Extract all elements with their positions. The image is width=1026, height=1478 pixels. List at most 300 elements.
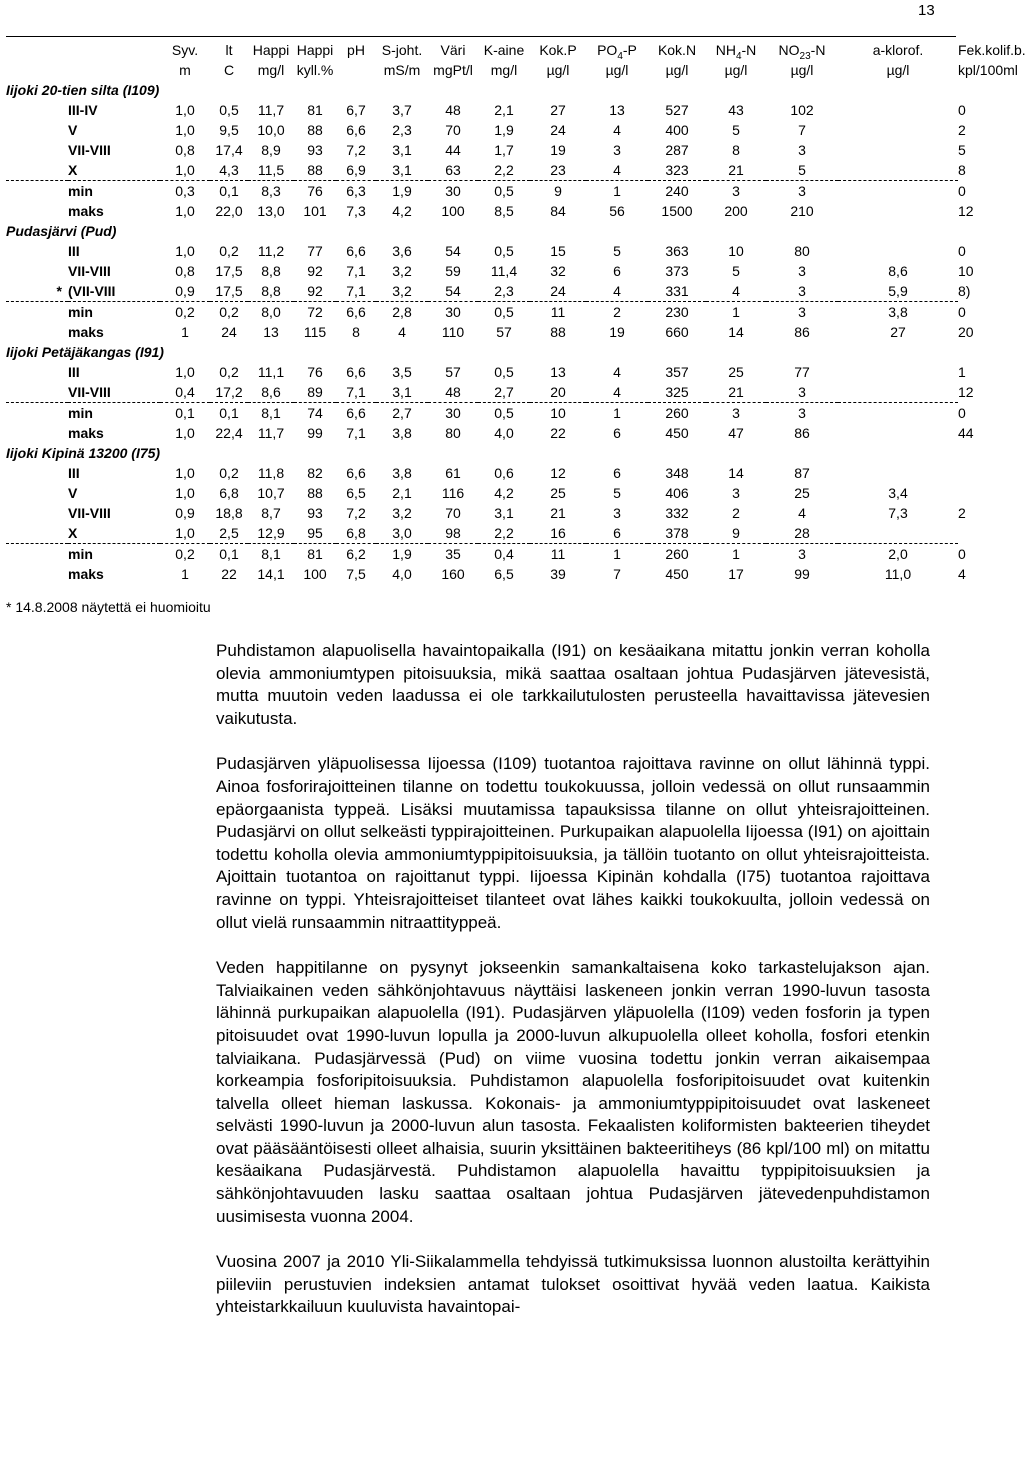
table-cell: 7,2 (346, 142, 366, 158)
row-marker (6, 544, 68, 565)
header-spacer (6, 40, 68, 60)
table-cell: 14 (728, 465, 744, 481)
table-cell: 5 (732, 263, 740, 279)
column-header: a-klorof. (872, 42, 924, 58)
paragraph-3: Veden happitilanne on pysynyt jokseenkin samankaltaisena koko tarkastelujakson ajan. Talviaikainen veden sähkönjohtavuus näyttäisi laskeneen jonkin verran 1990-luvun tasosta lähinnä purkupaikan alapuolella (I91). Pudasjärven yläpuolella (I109) veden fosforin ja typen pitoisuudet ovat 1990-luvun lopulla ja 2000-luvun alkupuolella olleet koholla, fosfori etenkin talviaikana. Pudasjärvessä (Pud) on viime vuosina todettu jonkin verran aikaisempaa korkeampia fosforipitoisuuksia. Puhdistamon alapuolella fosforipitoisuudet ovat kuitenkin talvella olleet hieman laskussa. Kokonais- ja ammoniumtyppipitoisuudet ovat laskeneet selvästi 1990-luvun ja 2000-luvun alun tasosta. Fekaalisten koliformisten bakteerien tiheydet ovat pääsääntöisesti olleet alhaisia, suurin yksittäinen bakteeritiheys (86 kpl/100 ml) on mitattu kesäaikana Pudasjärvestä. Puhdistamon alapuolella havaittu typpipitoisuuksien ja sähkönjohtavuuden lasku saattaa osaltaan johtua Pudasjärven jätevedenpuhdistamon uusimisesta vuonna 2004. (216, 958, 930, 1226)
site-row (6, 342, 958, 362)
column-header: kyll.% (296, 62, 334, 78)
table-cell: 1500 (661, 203, 693, 219)
header-row1: Syv. lt Happi Happi pH S-joht. Väri K-aine Kok.P $PO_4-P$ Kok.N $NH_4-N$ $NO_{23}-N$ a-klorof. Fek.kolif.b. (6, 40, 958, 60)
table-cell: 3 (613, 142, 621, 158)
table-cell: 24 (550, 122, 566, 138)
page-number: 13 (918, 2, 935, 19)
row-marker (6, 140, 68, 160)
table-cell: 3,8 (392, 465, 412, 481)
table-cell: 0,1 (219, 405, 239, 421)
table-cell: 6,3 (346, 183, 366, 199)
table-cell: 6,6 (346, 304, 366, 320)
column-header: lt (225, 42, 233, 58)
header-text: -P (622, 42, 637, 58)
table-cell: 76 (307, 364, 323, 380)
table-cell: 70 (445, 122, 461, 138)
table-cell: 200 (724, 203, 748, 219)
row-marker (6, 322, 68, 342)
table-cell: 74 (307, 405, 323, 421)
row-marker (6, 523, 68, 544)
table-cell: 287 (665, 142, 689, 158)
table-cell: 80 (445, 425, 461, 441)
table-cell: 0,9 (175, 505, 195, 521)
site-name: Iijoki 20-tien silta (I109) (6, 82, 160, 98)
table-cell: 10 (728, 243, 744, 259)
column-header: µg/l (790, 62, 814, 78)
table-cell: 2,3 (478, 281, 530, 302)
table-row: V 1,0 9,5 10,0 88 6,6 2,3 70 1,9 24 4 400 5 7 2 (6, 120, 958, 140)
column-header: K-aine (483, 42, 525, 58)
table-cell: 4 (613, 364, 621, 380)
table-cell: 0,5 (494, 405, 514, 421)
table-cell: 11,1 (257, 364, 285, 380)
table-cell: 7,5 (346, 566, 366, 582)
table-cell: 48 (428, 382, 478, 403)
column-header: Kok.N (657, 42, 697, 58)
table-cell (838, 120, 958, 140)
table-cell: 2,2 (478, 523, 530, 544)
table-cell: 0,6 (494, 465, 514, 481)
table-cell: 2,2 (478, 160, 530, 181)
table-cell: 95 (294, 523, 336, 544)
column-header: Syv. (171, 42, 199, 58)
table-cell: 0,2 (219, 243, 239, 259)
column-header: µg/l (665, 62, 689, 78)
table-cell: 240 (665, 183, 689, 199)
footnote: * 14.8.2008 näytettä ei huomioitu (6, 599, 211, 615)
table-cell: 3,8 (888, 304, 908, 320)
row-label: V (68, 485, 78, 501)
table-cell: 27 (890, 324, 906, 340)
table-cell: 4,2 (494, 485, 514, 501)
row-marker (6, 181, 68, 202)
header-spacer (68, 40, 160, 60)
table-cell: 7,1 (346, 263, 366, 279)
table-cell: 8,7 (261, 505, 281, 521)
table-cell: 6,2 (346, 546, 366, 562)
table-cell: 22,4 (215, 425, 243, 441)
table-cell: 8 (732, 142, 740, 158)
table-cell: 88 (307, 485, 323, 501)
row-marker (6, 201, 68, 221)
table-cell: 10 (550, 405, 566, 421)
body-text (216, 640, 930, 1342)
table-row: VII-VIII 0,8 17,5 8,8 92 7,1 3,2 59 11,4 32 6 373 5 3 8,6 10 (6, 261, 958, 281)
table-cell: 6,7 (346, 102, 366, 118)
table-cell: 17,5 (210, 281, 248, 302)
table-cell: 3 (798, 304, 806, 320)
row-label: III (68, 243, 80, 259)
table-cell (838, 160, 958, 181)
table-cell: 3 (798, 183, 806, 199)
table-cell: 59 (445, 263, 461, 279)
row-label: III (68, 364, 80, 380)
table-cell: 4 (586, 281, 648, 302)
table-cell: 6,6 (346, 465, 366, 481)
row-label: VII-VIII (68, 142, 111, 158)
table-cell: 4 (798, 505, 806, 521)
table-cell: 22 (221, 566, 237, 582)
table-cell: 115 (303, 324, 327, 340)
header-subscript: 4 (617, 50, 623, 62)
table-cell: 16 (530, 523, 586, 544)
table-cell: 0,1 (219, 183, 239, 199)
table-cell: 3,2 (392, 505, 412, 521)
table-cell: 3 (766, 382, 838, 403)
table-cell: 89 (294, 382, 336, 403)
table-cell: 1 (732, 304, 740, 320)
table-cell (838, 382, 958, 403)
table-cell: 3 (798, 546, 806, 562)
table-cell: 19 (609, 324, 625, 340)
table-cell: 93 (307, 505, 323, 521)
water-quality-table (6, 40, 1026, 584)
table-row: III-IV 1,0 0,5 11,7 81 6,7 3,7 48 2,1 27 13 527 43 102 0 (6, 100, 958, 120)
column-header: mS/m (383, 62, 421, 78)
table-cell (838, 423, 958, 443)
table-cell (838, 181, 958, 202)
table-cell: 1,0 (175, 122, 195, 138)
table-cell: 98 (428, 523, 478, 544)
column-header: m (179, 62, 191, 78)
table-cell: 6,5 (494, 566, 514, 582)
table-cell: 260 (665, 546, 689, 562)
table-cell: 373 (665, 263, 689, 279)
table-cell: 7 (798, 122, 806, 138)
table-cell: 4,2 (392, 203, 412, 219)
table-row: * (VII-VIII 0,9 17,5 8,8 92 7,1 3,2 54 2,3 24 4 331 4 3 5,9 8) (6, 281, 958, 302)
table-cell: 39 (550, 566, 566, 582)
table-cell: 450 (665, 425, 689, 441)
table-cell: 1 (613, 546, 621, 562)
table-cell: 80 (794, 243, 810, 259)
table-cell: 1 (613, 405, 621, 421)
table-cell: 0,5 (494, 364, 514, 380)
table-cell: 48 (445, 102, 461, 118)
table-cell: 2,3 (392, 122, 412, 138)
table-cell: 17,5 (215, 263, 243, 279)
column-header: Väri (440, 42, 466, 58)
table-cell: 13 (609, 102, 625, 118)
table-row: maks 1 22 14,1 100 7,5 4,0 160 6,5 39 7 450 17 99 11,0 4 (6, 564, 958, 584)
table-cell: 13 (550, 364, 566, 380)
table-cell: 2,8 (392, 304, 412, 320)
row-marker (6, 302, 68, 323)
table-cell: 5 (766, 160, 838, 181)
table-cell: 3 (732, 183, 740, 199)
column-header: S-joht. (381, 42, 423, 58)
table-cell: 6,8 (219, 485, 239, 501)
column-header: C (223, 62, 235, 78)
table-cell: 22 (550, 425, 566, 441)
table-cell: 331 (648, 281, 706, 302)
table-cell: 3,6 (392, 243, 412, 259)
table-cell: 1 (732, 546, 740, 562)
column-header: pH (347, 42, 365, 58)
table-cell: 3,4 (888, 485, 908, 501)
table-cell: 82 (307, 465, 323, 481)
site-name: Iijoki Petäjäkangas (I91) (6, 344, 164, 360)
table-cell: 8 (352, 324, 360, 340)
row-label: min (68, 183, 93, 199)
table-cell: 110 (441, 324, 465, 340)
table-cell: 12,9 (248, 523, 294, 544)
table-cell: 44 (445, 142, 461, 158)
table-cell: 0,5 (494, 243, 514, 259)
table-cell: 57 (496, 324, 512, 340)
table-cell: 30 (445, 183, 461, 199)
table-top-rule (6, 36, 956, 37)
table-cell: 24 (530, 281, 586, 302)
row-label: VII-VIII (68, 263, 111, 279)
table-cell: 21 (706, 382, 766, 403)
column-header: µg/l (546, 62, 570, 78)
table-cell: 325 (648, 382, 706, 403)
table-cell: 5 (732, 122, 740, 138)
table-cell: 25 (794, 485, 810, 501)
table-cell: 6,6 (346, 405, 366, 421)
table-cell (838, 100, 958, 120)
column-header: µg/l (605, 62, 629, 78)
table-cell: 363 (665, 243, 689, 259)
paragraph-4: Vuosina 2007 ja 2010 Yli-Siikalammella tehdyissä tutkimuksissa luonnon alustoilta kerättyihin piileviin perustuvien indeksien antamat tulokset osoittivat hyvää veden laatua. Kaikista yhteistarkkailuun kuuluvista havaintopai- (216, 1252, 930, 1317)
table-cell: 3 (766, 281, 838, 302)
table-cell: 5 (613, 243, 621, 259)
table-cell: 378 (648, 523, 706, 544)
header-subscript: 23 (799, 50, 811, 62)
table-cell: 70 (445, 505, 461, 521)
table-cell: 84 (550, 203, 566, 219)
table-cell: 81 (307, 546, 323, 562)
table-cell: 14 (728, 324, 744, 340)
row-marker (6, 382, 68, 403)
table-cell: 54 (428, 281, 478, 302)
table-cell: 3,5 (392, 364, 412, 380)
table-cell: 7,1 (336, 382, 376, 403)
table-cell: 210 (790, 203, 814, 219)
site-row (6, 443, 958, 463)
table-cell: 100 (303, 566, 327, 582)
table-cell: 6 (613, 263, 621, 279)
table-cell: 4,3 (210, 160, 248, 181)
table-cell: 0,3 (175, 183, 195, 199)
paragraph-2: Pudasjärven yläpuolisessa Iijoessa (I109) tuotantoa rajoittava ravinne on ollut lähinnä typpi. Ainoa fosforirajoitteinen tilanne on todettu toukokuussa, jolloin vedessä on ollut runsaammin epäorgaanista typpeä. Lisäksi muutamissa tapauksissa tilanne on ollut yhteisrajoitteinen. Pudasjärvi on ollut selkeästi typpirajoitteinen. Purkupaikan alapuolella Iijoessa (I91) on ajoittain todettu koholla olevia ammoniumtyppipitoisuuksia, ja tällöin tuotanto on ollut yhteisrajoitteista. Ajoittain tuotantoa on rajoittanut typpi. Iijoessa Kipinän kohdalla (I75) tuotantoa rajoittava ravinne on typpi. Yhteisrajoitteiset tilanteet ovat lähes kaikki toukokuulta, jolloin vedessä on ollut vielä runsaammin nitraattityppeä. (216, 754, 930, 932)
table-cell: 2 (613, 304, 621, 320)
column-header: mgPt/l (433, 62, 473, 78)
table-cell: 2,5 (210, 523, 248, 544)
table-row: VII-VIII 0,9 18,8 8,7 93 7,2 3,2 70 3,1 21 3 332 2 4 7,3 2 (6, 503, 958, 523)
table-cell: 2,7 (392, 405, 412, 421)
table-cell: 1 (613, 183, 621, 199)
site-name: Iijoki Kipinä 13200 (I75) (6, 445, 161, 461)
table-row: X 1,0 4,3 11,5 88 6,9 3,1 63 2,2 23 4 323 21 5 8 (6, 160, 958, 181)
row-marker: * (6, 281, 68, 302)
table-cell: 32 (550, 263, 566, 279)
table-cell: 8,6 (888, 263, 908, 279)
table-cell: 9 (554, 183, 562, 199)
table-cell: 7,3 (888, 505, 908, 521)
table-cell: 0,2 (175, 546, 195, 562)
table-cell: 99 (307, 425, 323, 441)
table-cell: 6 (586, 523, 648, 544)
table-cell: 6 (613, 465, 621, 481)
table-row: min 0,3 0,1 8,3 76 6,3 1,9 30 0,5 9 1 240 3 3 0 (6, 181, 958, 202)
table-cell: 27 (550, 102, 566, 118)
row-label: X (68, 523, 160, 544)
row-marker (6, 403, 68, 424)
table-cell: 8,1 (261, 546, 281, 562)
table-cell: 3 (613, 505, 621, 521)
table-cell: 3,7 (392, 102, 412, 118)
table-cell: 4 (706, 281, 766, 302)
paragraph-1: Puhdistamon alapuolisella havaintopaikalla (I91) on kesäaikana mitattu jonkin verran koholla olevia ammoniumtypen pitoisuuksia, mikä saattaa osaltaan johtua Pudasjärven jätevesistä, mutta muutoin veden laadussa ei ole tarkkailutulosten perusteella havaittavissa jätevesien vaikutusta. (216, 641, 930, 728)
row-marker (6, 120, 68, 140)
row-marker (6, 241, 68, 261)
table-cell: 21 (550, 505, 566, 521)
table-cell: 1,0 (175, 425, 195, 441)
table-cell: 18,8 (215, 505, 243, 521)
table-cell: 2,7 (478, 382, 530, 403)
row-label: III-IV (68, 102, 98, 118)
table-cell: 116 (441, 485, 465, 501)
table-cell: 22,0 (215, 203, 243, 219)
table-row: maks 1 24 13 115 8 4 110 57 88 19 660 14 86 27 20 (6, 322, 958, 342)
table-cell (838, 241, 958, 261)
table-cell: 11,7 (257, 102, 285, 118)
table-cell: 5,9 (838, 281, 958, 302)
table-cell: 230 (665, 304, 689, 320)
table-cell: 7,1 (346, 425, 366, 441)
table-cell: 100 (441, 203, 465, 219)
table-cell: 1 (181, 324, 189, 340)
table-cell: 13 (263, 324, 279, 340)
table-cell: 25 (550, 485, 566, 501)
table-cell: 1 (181, 566, 189, 582)
table-cell: 1,9 (392, 183, 412, 199)
table-cell: 2,1 (392, 485, 412, 501)
site-name: Pudasjärvi (Pud) (6, 223, 117, 239)
table-cell: 3,2 (392, 263, 412, 279)
table-cell: 3 (798, 263, 806, 279)
table-cell: 527 (665, 102, 689, 118)
table-cell: 6,9 (336, 160, 376, 181)
table-cell (838, 362, 958, 382)
table-cell: 6 (613, 425, 621, 441)
table-cell: 0,2 (175, 304, 195, 320)
table-cell: 28 (766, 523, 838, 544)
table-cell: 88 (294, 160, 336, 181)
table-cell: 5 (613, 485, 621, 501)
table-cell: 15 (550, 243, 566, 259)
row-label: III (68, 465, 80, 481)
table-row: III 1,0 0,2 11,2 77 6,6 3,6 54 0,5 15 5 363 10 80 0 (6, 241, 958, 261)
column-header (336, 60, 376, 80)
table-cell: 450 (665, 566, 689, 582)
column-header: Happi (296, 42, 334, 58)
table-cell: 3,1 (392, 142, 412, 158)
table-cell: 1,0 (160, 523, 210, 544)
row-marker (6, 463, 68, 483)
table-cell: 160 (441, 566, 465, 582)
table-cell: 4 (398, 324, 406, 340)
table-cell: 2 (732, 505, 740, 521)
table-cell: 8,1 (261, 405, 281, 421)
table-cell: 47 (728, 425, 744, 441)
table-row: min 0,2 0,2 8,0 72 6,6 2,8 30 0,5 11 2 230 1 3 3,8 0 (6, 302, 958, 323)
header-text: NH (715, 42, 736, 58)
table-cell (838, 403, 958, 424)
table-row: min 0,1 0,1 8,1 74 6,6 2,7 30 0,5 10 1 260 3 3 0 (6, 403, 958, 424)
table-cell (838, 523, 958, 544)
table-cell: 30 (445, 304, 461, 320)
table-cell: 348 (665, 465, 689, 481)
table-cell (838, 140, 958, 160)
table-cell: 8,8 (261, 263, 281, 279)
table-row (6, 523, 958, 544)
table-cell: 660 (665, 324, 689, 340)
table-cell: 406 (665, 485, 689, 501)
table-row: VII-VIII 0,8 17,4 8,9 93 7,2 3,1 44 1,7 19 3 287 8 3 5 (6, 140, 958, 160)
table-cell: 3 (732, 485, 740, 501)
row-marker (6, 362, 68, 382)
table-cell: 30 (445, 405, 461, 421)
table-cell: 332 (665, 505, 689, 521)
table-cell: 357 (665, 364, 689, 380)
table-cell: 10,0 (257, 122, 285, 138)
table-cell: 323 (648, 160, 706, 181)
table-cell: 12 (550, 465, 566, 481)
table-cell: 8,5 (494, 203, 514, 219)
table-cell: 8,3 (261, 183, 281, 199)
table-cell: 8,6 (248, 382, 294, 403)
table-cell: 99 (794, 566, 810, 582)
table-cell: 1,9 (494, 122, 514, 138)
column-header: Happi (252, 42, 290, 58)
table-cell: 0,4 (160, 382, 210, 403)
row-marker (6, 261, 68, 281)
header-spacer (6, 60, 68, 80)
row-label: VII-VIII (68, 505, 111, 521)
table-cell: 7,3 (346, 203, 366, 219)
table-cell: 6,6 (346, 243, 366, 259)
table-cell (838, 463, 958, 483)
table-row: maks 1,0 22,4 11,7 99 7,1 3,8 80 4,0 22 6 450 47 86 44 (6, 423, 958, 443)
table-cell: 11 (550, 304, 566, 320)
table-cell: 4 (586, 382, 648, 403)
row-label: X (68, 160, 160, 181)
table-cell: 0,4 (494, 546, 514, 562)
row-label: (VII-VIII (68, 281, 160, 302)
table-cell: 6,5 (346, 485, 366, 501)
table-cell: 23 (530, 160, 586, 181)
table-cell: 8,9 (261, 142, 281, 158)
table-cell: 1,7 (494, 142, 514, 158)
table-cell: 11,2 (257, 243, 285, 259)
table-cell: 3,1 (494, 505, 514, 521)
table-cell: 3,0 (376, 523, 428, 544)
table-cell: 9,5 (219, 122, 239, 138)
row-label: min (68, 546, 93, 562)
table-cell: 0,8 (175, 263, 195, 279)
table-cell: 77 (307, 243, 323, 259)
table-cell: 3,1 (376, 382, 428, 403)
